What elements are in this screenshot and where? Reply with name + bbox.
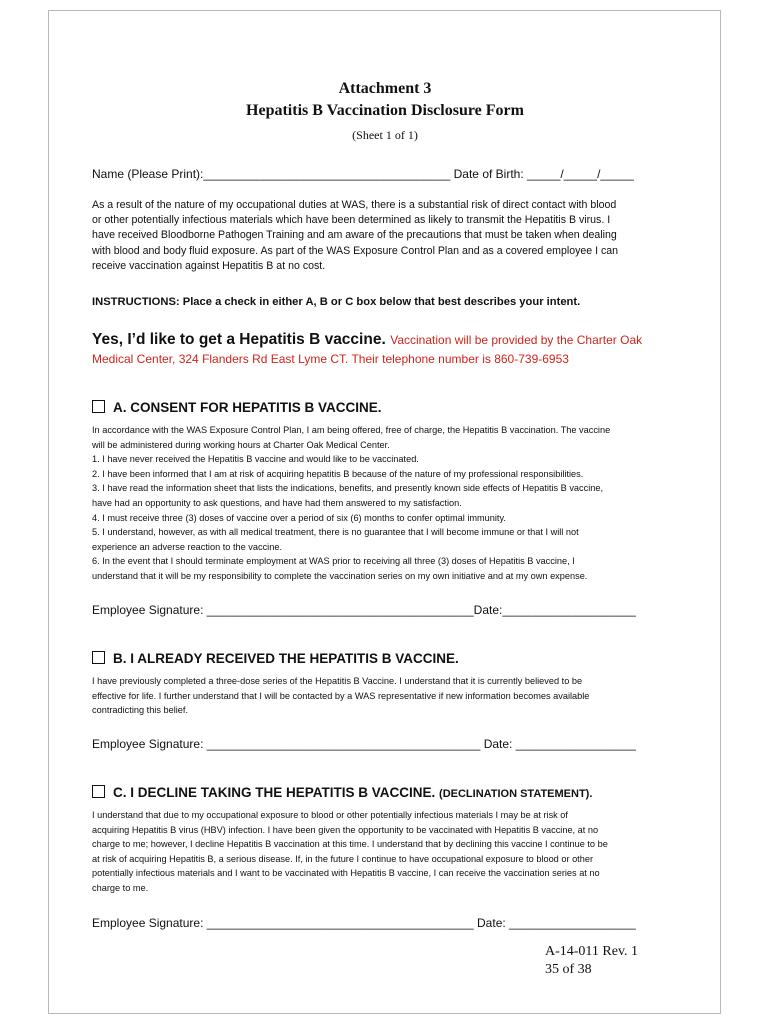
section-b-title: B. I ALREADY RECEIVED THE HEPATITIS B VACCINE. — [113, 651, 459, 666]
section-b-line: contradicting this belief. — [92, 705, 189, 716]
declination-statement-label: (DECLINATION STATEMENT). — [439, 788, 593, 800]
sheet-indicator: (Sheet 1 of 1) — [352, 128, 418, 142]
section-b-line: I have previously completed a three-dose series of the Hepatitis B Vaccine. I understand that it is currently believed to be — [92, 676, 583, 686]
section-a-signature-line[interactable]: Employee Signature: ________________________________________Date:____________________ — [92, 603, 636, 617]
form-revision: A-14-011 Rev. 1 — [545, 944, 639, 959]
section-c-line: acquiring Hepatitis B virus (HBV) infection. I have been given the opportunity to be vaccinated with Hepatitis B vaccine, at no — [92, 824, 599, 835]
intro-line: receive vaccination against Hepatitis B at no cost. — [92, 259, 326, 272]
section-a-title: A. CONSENT FOR HEPATITIS B VACCINE. — [113, 400, 382, 415]
form-title: Hepatitis B Vaccination Disclosure Form — [246, 102, 524, 119]
section-c-line: potentially infectious materials and I want to be vaccinated with Hepatitis B vaccine, I can receive the vaccination series at no — [92, 868, 600, 879]
section-c-title: C. I DECLINE TAKING THE HEPATITIS B VACCINE. — [113, 785, 436, 800]
section-a-line: In accordance with the WAS Exposure Control Plan, I am being offered, free of charge, the Hepatitis B vaccination. The vaccine — [92, 425, 611, 435]
section-b-line: effective for life. I further understand that I will be contacted by a WAS representative if new information becomes available — [92, 690, 590, 701]
section-b-heading — [92, 651, 459, 666]
section-a-line: have had an opportunity to ask questions, and have had them answered to my satisfaction. — [92, 497, 462, 508]
yes-statement — [92, 331, 642, 349]
intro-paragraph — [92, 198, 618, 274]
section-b-body — [92, 674, 589, 718]
section-a-line: 3. I have read the information sheet that lists the indications, benefits, and presently known side effects of Hepatitis B vaccine, — [92, 483, 604, 494]
section-a-line: experience an adverse reaction to the vaccine. — [92, 541, 282, 552]
section-a-line: understand that it will be my responsibility to complete the vaccination series on my own initiative and at my own expense. — [92, 570, 588, 581]
yes-heading: Yes, I’d like to get a Hepatitis B vaccine. — [92, 331, 386, 348]
provider-address: Medical Center, 324 Flanders Rd East Lyme CT. Their telephone number is 860-739-6953 — [92, 352, 569, 366]
section-a-checkbox[interactable] — [92, 400, 105, 413]
section-a-line: will be administered during working hours at Charter Oak Medical Center. — [92, 439, 390, 450]
section-a-line: 2. I have been informed that I am at risk of acquiring hepatitis B because of the nature of my professional responsibilities. — [92, 468, 584, 479]
section-c-body — [92, 808, 608, 896]
section-a-line: 5. I understand, however, as with all medical treatment, there is no guarantee that I will become immune or that I will not — [92, 527, 579, 538]
name-dob-line[interactable]: Name (Please Print):_____________________________________ Date of Birth: _____/_____/_____ — [92, 167, 634, 181]
intro-line: with blood and body fluid exposure. As part of the WAS Exposure Control Plan and as a covered employee I can — [92, 244, 619, 257]
section-c-line: charge to me; however, I decline Hepatitis B vaccination at this time. I understand that by declining this vaccine I continue to be — [92, 839, 608, 850]
section-c-line: at risk of acquiring Hepatitis B, a serious disease. If, in the future I continue to have occupational exposure to blood or other — [92, 853, 594, 864]
intro-line: As a result of the nature of my occupational duties at WAS, there is a substantial risk of direct contact with blood — [92, 199, 617, 211]
section-c-line: I understand that due to my occupational exposure to blood or other potentially infectious materials I may be at risk of — [92, 810, 568, 820]
provider-info: Vaccination will be provided by the Charter Oak — [390, 333, 643, 347]
intro-line: have received Bloodborne Pathogen Training and am aware of the precautions that must be taken when dealing — [92, 229, 617, 242]
section-a-line: 1. I have never received the Hepatitis B vaccine and would like to be vaccinated. — [92, 454, 419, 465]
page-number: 35 of 38 — [545, 962, 592, 977]
section-c-heading — [92, 785, 592, 800]
intro-line: or other potentially infectious materials which have been determined as likely to transmit the Hepatitis B virus. I — [92, 214, 611, 227]
section-a-line: 4. I must receive three (3) doses of vaccine over a period of six (6) months to confer optimal immunity. — [92, 512, 506, 523]
section-c-line: charge to me. — [92, 882, 149, 893]
title-attachment: Attachment 3 — [338, 80, 432, 97]
section-c-checkbox[interactable] — [92, 785, 105, 798]
section-a-heading — [92, 400, 382, 415]
section-b-signature-line[interactable]: Employee Signature: _________________________________________ Date: __________________ — [92, 737, 636, 751]
instructions: INSTRUCTIONS: Place a check in either A, B or C box below that best describes your intent. — [92, 296, 581, 308]
section-a-body — [92, 423, 610, 584]
section-c-signature-line[interactable]: Employee Signature: ________________________________________ Date: ___________________ — [92, 916, 636, 930]
section-a-line: 6. In the event that I should terminate employment at WAS prior to receiving all three (3) doses of Hepatitis B vaccine, I — [92, 556, 575, 567]
section-b-checkbox[interactable] — [92, 651, 105, 664]
